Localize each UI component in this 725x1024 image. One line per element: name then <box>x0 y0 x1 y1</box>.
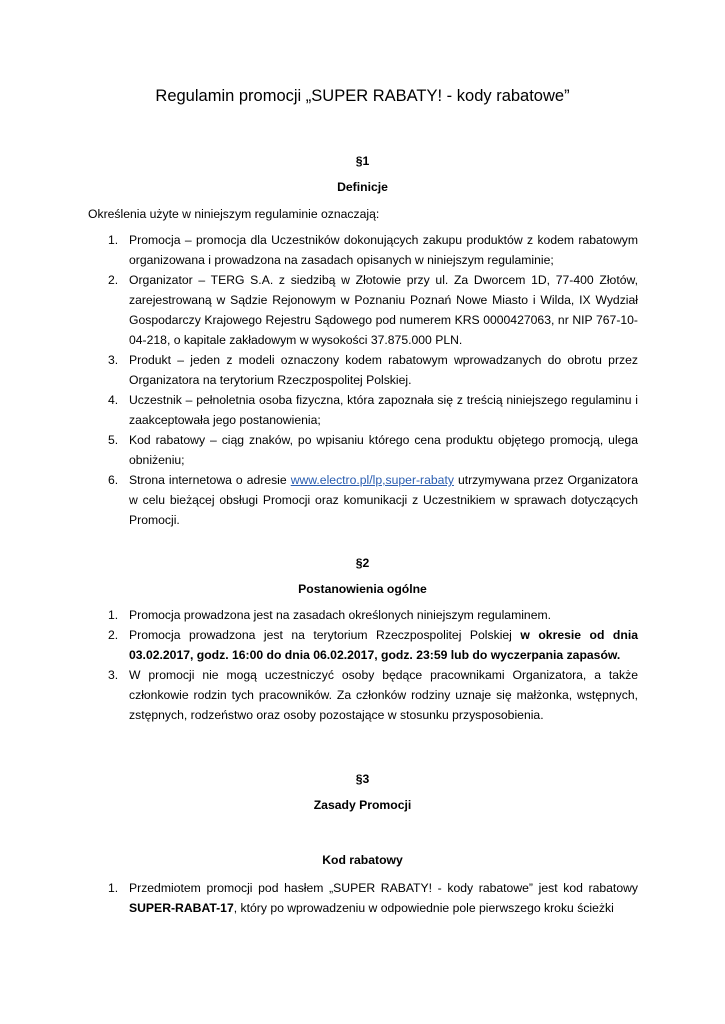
list-item-text: W promocji nie mogą uczestniczyć osoby będące pracownikami Organizatora, a także członkowie rodzin tych pracowników. Za członków rodziny uznaje się małżonka, wstępnych, zstępnych, rodzeństwo oraz osoby pozostające w stosunku przysposobienia. <box>129 668 638 722</box>
list-item <box>88 350 638 390</box>
list-item <box>88 390 638 430</box>
promotion-period: w okresie od dnia 03.02.2017, godz. 16:00 do dnia 06.02.2017, godz. 23:59 lub do wyczerpania zapasów. <box>129 628 638 662</box>
list-item-text: Promocja prowadzona jest na terytorium Rzeczpospolitej Polskiej <box>129 628 521 642</box>
list-item-number: 5. <box>108 433 119 447</box>
website-link[interactable]: www.electro.pl/lp,super-rabaty <box>290 473 454 487</box>
section-2-symbol: §2 <box>355 556 370 570</box>
discount-code: SUPER-RABAT-17 <box>129 901 234 915</box>
list-item-number: 6. <box>108 473 119 487</box>
section-1-list <box>88 230 638 530</box>
list-item-number: 4. <box>108 393 119 407</box>
section-3-symbol: §3 <box>355 772 370 786</box>
list-item-text: Kod rabatowy – ciąg znaków, po wpisaniu którego cena produktu objętego promocją, ulega obniżeniu; <box>129 433 638 467</box>
list-item-text: Strona internetowa o adresie <box>129 473 291 487</box>
list-item-text: , który po wprowadzeniu w odpowiednie pole pierwszego kroku ścieżki <box>233 901 614 915</box>
section-2-list <box>88 605 638 725</box>
list-item <box>88 230 638 270</box>
list-item <box>88 270 638 350</box>
document-title: Regulamin promocji „SUPER RABATY! - kody rabatowe” <box>155 87 570 105</box>
section-3-heading: Zasady Promocji <box>313 798 412 812</box>
section-2-heading: Postanowienia ogólne <box>298 582 427 596</box>
list-item-number: 1. <box>108 233 119 247</box>
list-item-number: 3. <box>108 353 119 367</box>
list-item <box>88 665 638 725</box>
list-item <box>88 430 638 470</box>
list-item-text: Organizator – TERG S.A. z siedzibą w Złotowie przy ul. Za Dworcem 1D, 77-400 Złotów, zarejestrowaną w Sądzie Rejonowym w Poznaniu Poznań Nowe Miasto i Wilda, IX Wydział Gospodarczy Krajowego Rejestru Sądowego pod numerem KRS 0000427063, nr NIP 767-10-04-218, o kapitale zakładowym w wysokości 37.875.000 PLN. <box>129 273 638 347</box>
list-item <box>88 605 638 625</box>
list-item-number: 1. <box>108 608 119 622</box>
list-item-number: 1. <box>108 881 119 895</box>
list-item <box>88 470 638 530</box>
list-item-number: 2. <box>108 273 119 287</box>
list-item-text: Produkt – jeden z modeli oznaczony kodem rabatowym wprowadzanych do obrotu przez Organizatora na terytorium Rzeczpospolitej Polskiej. <box>129 353 638 387</box>
list-item-text: utrzymywana przez Organizatora w celu bieżącej obsługi Promocji oraz komunikacji z Uczestnikiem w sprawach dotyczących Promocji. <box>129 473 638 527</box>
list-item-number: 2. <box>108 628 119 642</box>
list-item-number: 3. <box>108 668 119 682</box>
list-item <box>88 878 638 918</box>
section-3-list <box>88 878 638 918</box>
list-item-text: Uczestnik – pełnoletnia osoba fizyczna, która zapoznała się z treścią niniejszego regulaminu i zaakceptowała jego postanowienia; <box>129 393 638 427</box>
section-1-symbol: §1 <box>355 154 370 168</box>
list-item <box>88 625 638 665</box>
section-3-subheading: Kod rabatowy <box>322 853 403 867</box>
list-item-text: Promocja – promocja dla Uczestników dokonujących zakupu produktów z kodem rabatowym organizowana i prowadzona na zasadach opisanych w niniejszym regulaminie; <box>129 233 638 267</box>
list-item-text: Przedmiotem promocji pod hasłem „SUPER RABATY! - kody rabatowe” jest kod rabatowy <box>129 881 638 895</box>
list-item-text: Promocja prowadzona jest na zasadach określonych niniejszym regulaminem. <box>129 608 552 622</box>
section-1-heading: Definicje <box>337 180 388 194</box>
section-1-intro: Określenia użyte w niniejszym regulaminie oznaczają: <box>88 207 380 221</box>
